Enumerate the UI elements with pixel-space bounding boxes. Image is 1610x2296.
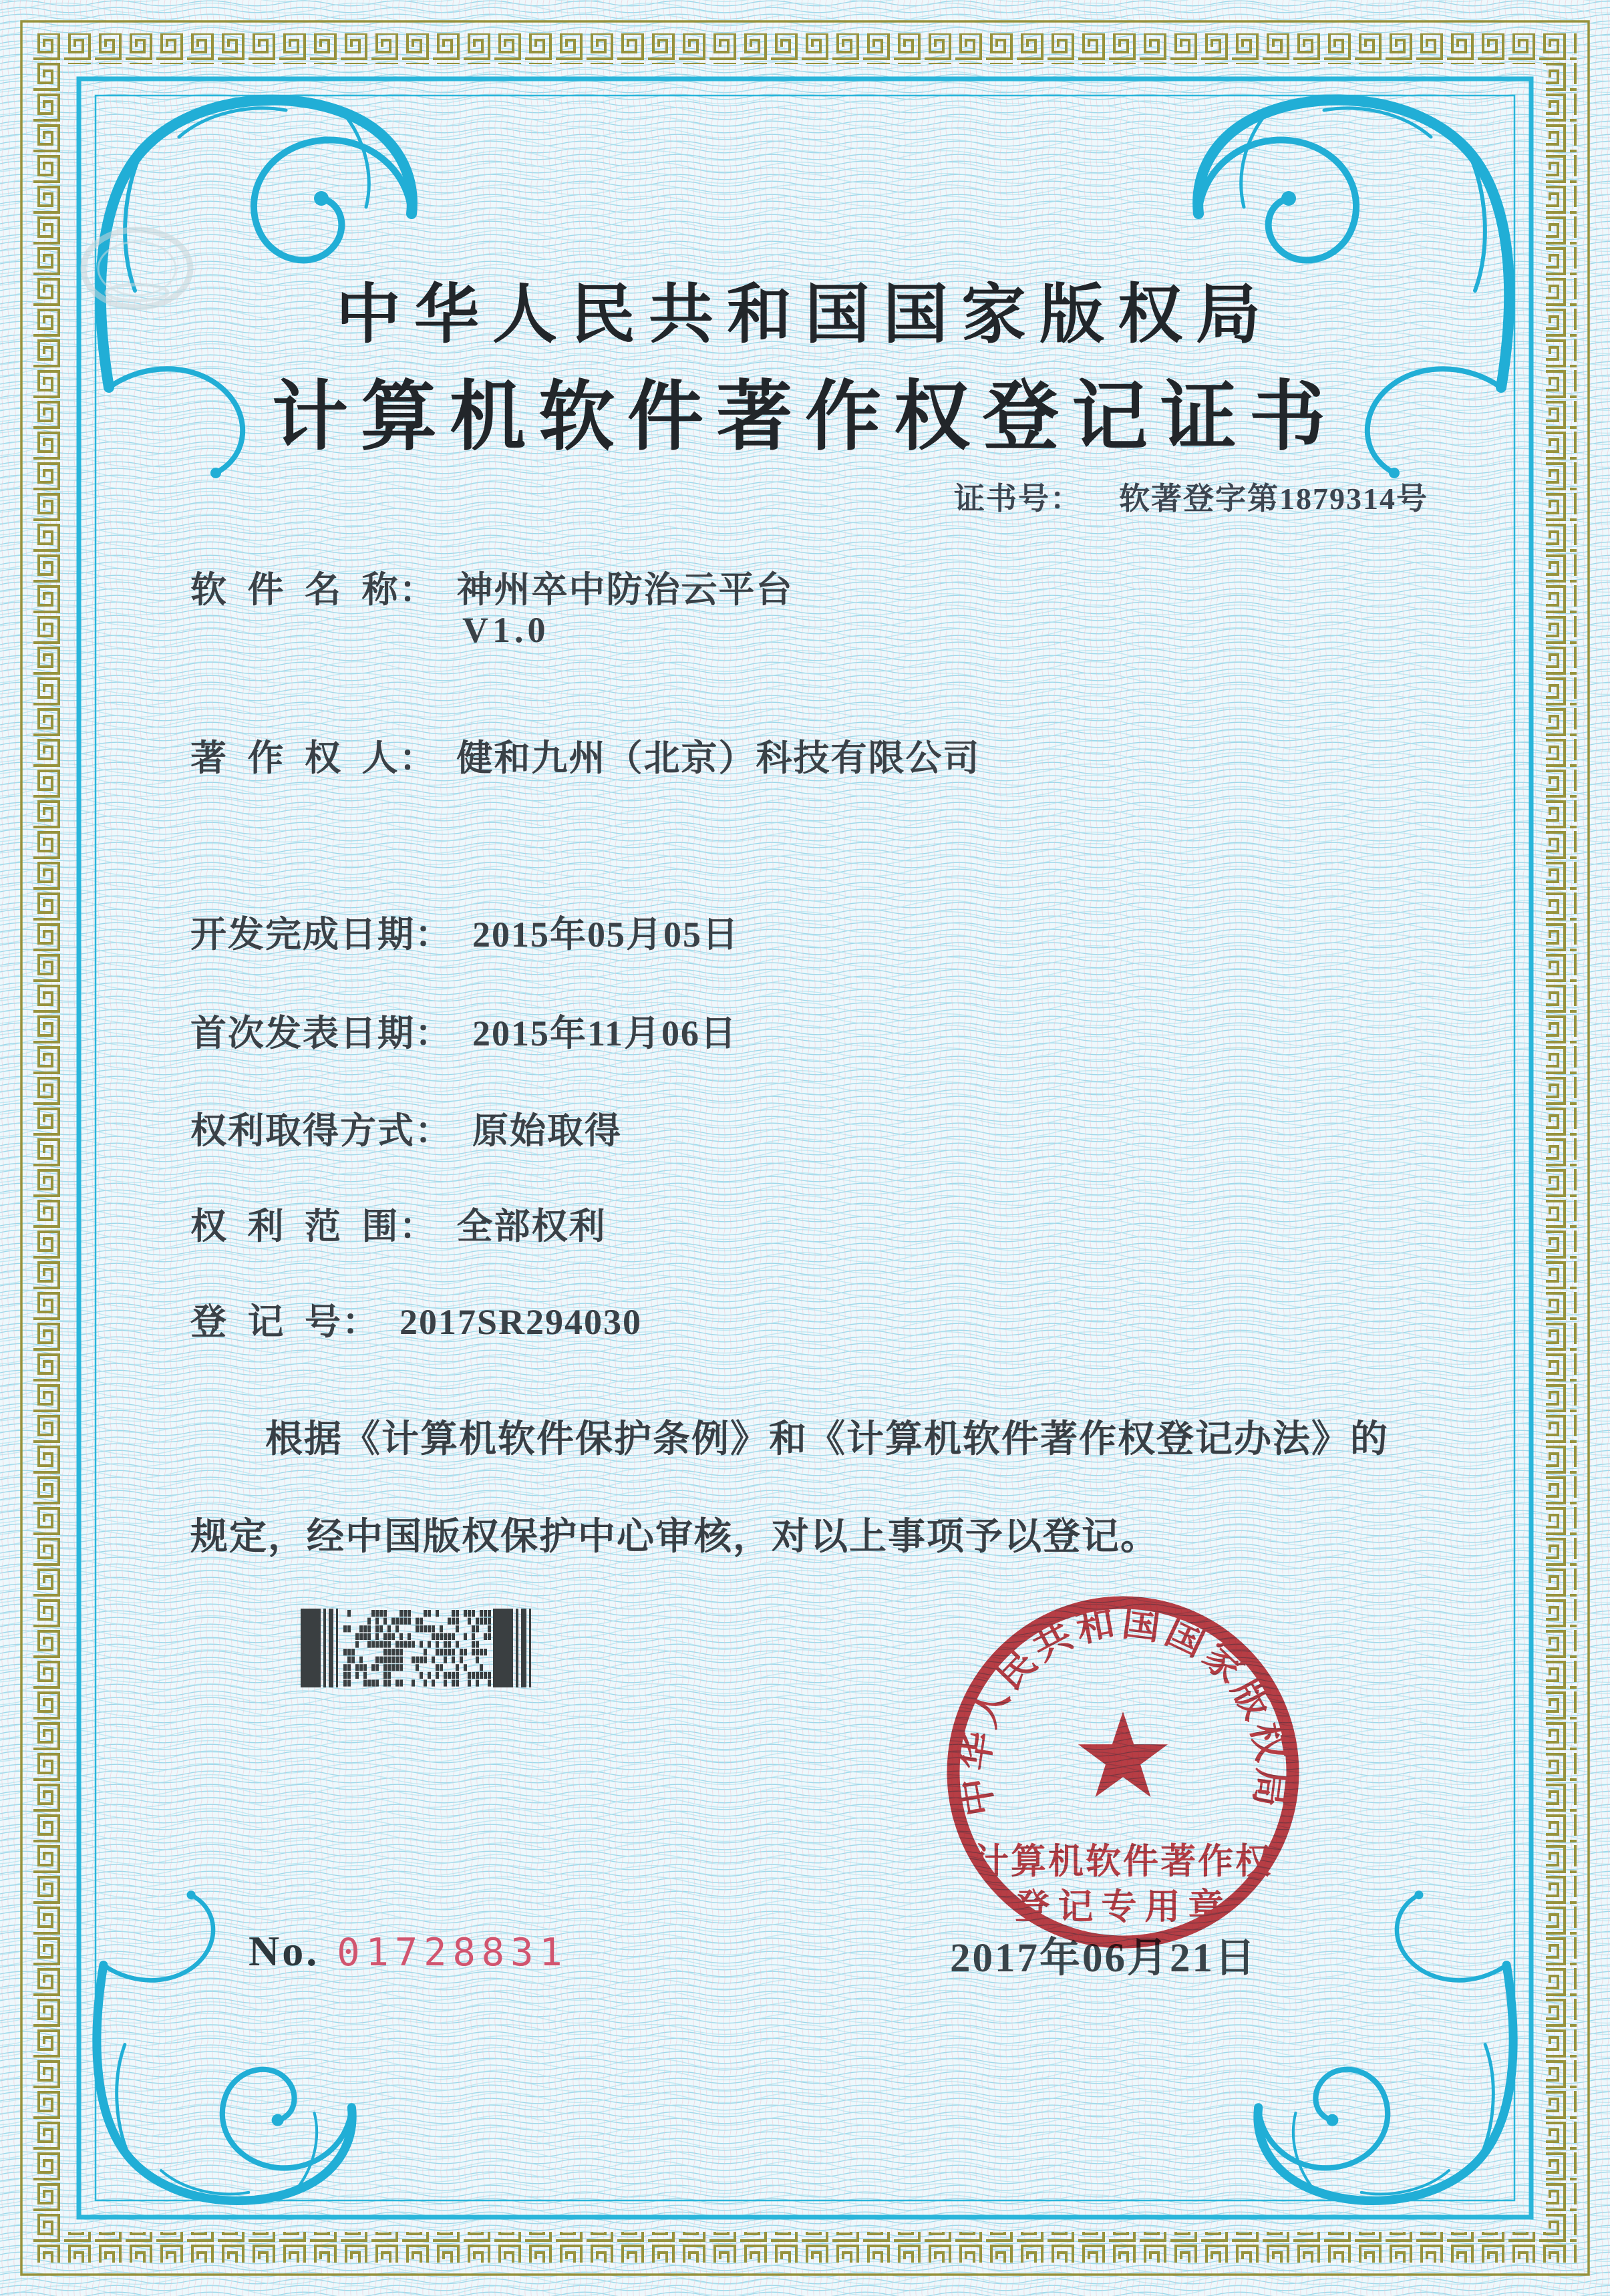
field-software-name [190,561,794,613]
field-right-acquisition [190,1102,622,1154]
certificate-number [954,474,1428,518]
software-name-label: 软 件 名 称： [190,570,437,610]
field-right-scope [190,1198,607,1249]
seal-arc-text: 中华人民共和国国家版权局 [953,1601,1293,1819]
seal-text-line1: 计算机软件著作权 [973,1842,1273,1881]
right-scope-label: 权 利 范 围： [190,1206,437,1247]
barcode [301,1609,534,1690]
field-registration-no [190,1293,642,1345]
statement-line-1: 根据《计算机软件保护条例》和《计算机软件著作权登记办法》的 [265,1419,1389,1460]
first-publish-date-label: 首次发表日期： [190,1013,452,1053]
official-seal [934,1585,1312,1963]
authority-title: 中华人民共和国国家版权局 [336,279,1274,351]
issue-date: 2017年06月21日 [950,1936,1258,1981]
field-dev-complete-date [190,906,740,957]
right-scope-value: 全部权利 [456,1206,607,1247]
right-acquisition-label: 权利取得方式： [190,1111,452,1151]
copyright-owner-label: 著 作 权 人： [190,738,437,778]
serial-number-label: No. [249,1927,320,1975]
dev-complete-date-value: 2015年05月05日 [472,915,740,955]
field-first-publish-date [190,1005,738,1056]
registration-no-label: 登 记 号： [190,1302,379,1342]
document-title: 计算机软件著作权登记证书 [271,375,1338,460]
right-acquisition-value: 原始取得 [472,1111,622,1151]
software-version: V1.0 [462,610,550,650]
serial-number [249,1927,569,1976]
statement-line-2: 规定，经中国版权保护中心审核，对以上事项予以登记。 [190,1516,1159,1558]
dev-complete-date-label: 开发完成日期： [190,915,452,955]
seal-text-line2: 登记专用章 [1014,1888,1232,1927]
certificate-number-label: 证书号： [954,482,1082,516]
serial-number-digits: 01728831 [337,1931,569,1975]
seal-star [1078,1711,1168,1797]
first-publish-date-value: 2015年11月06日 [472,1013,738,1053]
svg-text:中华人民共和国国家版权局 [953,1601,1292,1818]
field-copyright-owner [190,729,981,781]
certificate-number-value: 软著登字第1879314号 [1119,482,1428,516]
registration-no-value: 2017SR294030 [399,1302,643,1342]
software-name-value: 神州卒中防治云平台 [456,570,794,610]
copyright-owner-value: 健和九州（北京）科技有限公司 [456,738,981,778]
